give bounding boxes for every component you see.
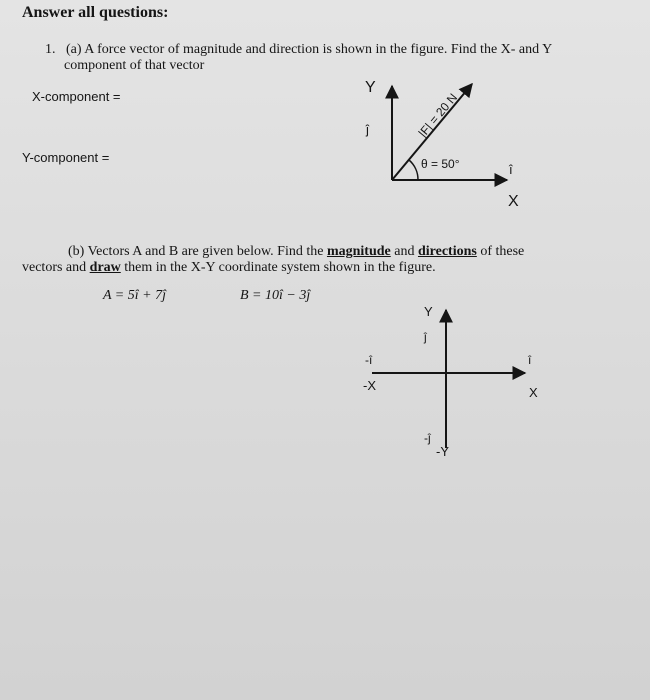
figure-a-i-hat: î (509, 162, 513, 177)
figure-b-y-label: Y (424, 304, 433, 319)
figure-b-neg-x-label: -X (363, 378, 376, 393)
figure-b-neg-j-hat: -ĵ (424, 431, 431, 445)
magnitude-word: magnitude (326, 244, 391, 259)
figure-b-x-label: X (529, 385, 538, 400)
figure-b-neg-y-label: -Y (436, 444, 449, 459)
figure-a (365, 79, 519, 210)
part-b-text-2: and (390, 244, 418, 259)
figure-a-x-label: X (508, 193, 519, 210)
part-b-text-1: (b) Vectors A and B are given below. Find the (68, 244, 327, 259)
figure-b (363, 304, 538, 459)
vector-b-definition: B = 10î − 3ĵ (240, 288, 311, 303)
figure-b-j-hat: ĵ (424, 330, 427, 344)
question-number: 1. (45, 42, 56, 57)
angle-arc (409, 160, 418, 180)
question-1-line-2: component of that vector (64, 58, 205, 73)
question-1a-text: (a) A force vector of magnitude and direction is shown in the figure. Find the X- and Y (66, 42, 553, 57)
x-component-label: X-component = (32, 89, 121, 104)
y-component-label: Y-component = (22, 150, 110, 165)
figure-a-y-label: Y (365, 79, 376, 96)
part-b-text-4: vectors and (22, 260, 90, 275)
figure-a-j-hat: ĵ (366, 122, 369, 137)
figure-b-neg-i-hat: -î (365, 353, 373, 367)
angle-label: θ = 50° (421, 157, 460, 171)
force-magnitude-label: |F| = 20 N (415, 90, 461, 140)
part-b-text-3: of these (476, 244, 525, 259)
figure-b-i-hat: î (528, 353, 532, 367)
part-b-text-5: them in the X-Y coordinate system shown in the figure. (120, 260, 436, 275)
directions-word: directions (417, 244, 477, 259)
draw-word: draw (89, 260, 121, 275)
page-heading: Answer all questions: (22, 4, 169, 21)
vector-a-definition: A = 5î + 7ĵ (103, 288, 166, 303)
